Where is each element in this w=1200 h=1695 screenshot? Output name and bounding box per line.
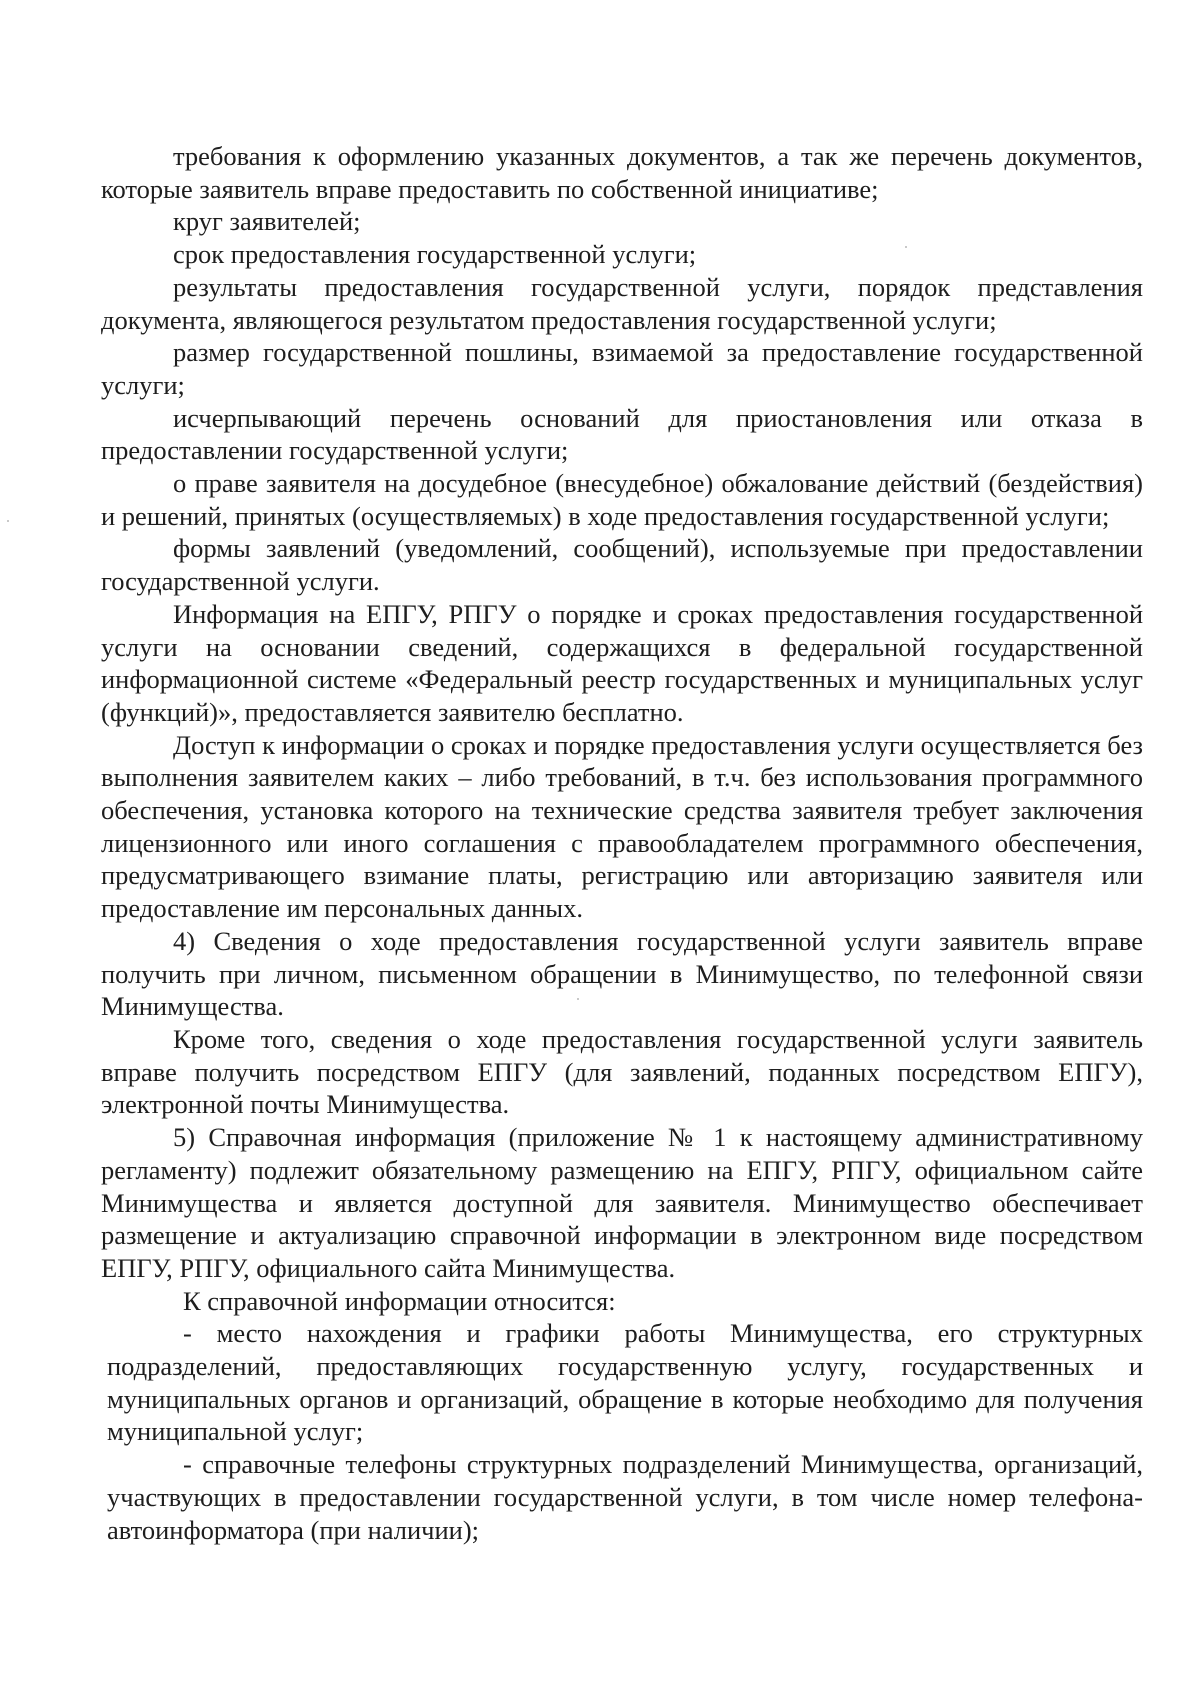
paragraph-refusal-grounds: исчерпывающий перечень оснований для приостановления или отказа в предоставлении государственной услуги; <box>101 402 1143 466</box>
paragraph-appeal-rights: о праве заявителя на досудебное (внесудебное) обжалование действий (бездействия) и решений, принятых (осуществляемых) в ходе предоставления государственной услуги; <box>101 468 1143 531</box>
list-item-reference-phones: - справочные телефоны структурных подразделений Минимущества, организаций, участвующих в предоставлении государственной услуги, в том числе номер телефона-автоинформатора (при наличии); <box>107 1449 1143 1545</box>
paragraph-reference-heading: К справочной информации относится: <box>183 1285 616 1316</box>
paragraph-applicants: круг заявителей; <box>173 206 361 237</box>
scan-speck <box>577 998 579 1000</box>
paragraph-free-information: Информация на ЕПГУ, РПГУ о порядке и сроках предоставления государственной услуги на основании сведений, содержащихся в федеральной государственной информационной системе «Федеральный реестр государственных и муниципальных услуг (функций)», предоставляется заявителю бесплатно. <box>101 598 1143 727</box>
paragraph-state-duty: размер государственной пошлины, взимаемой за предоставление государственной услуги; <box>101 337 1143 400</box>
document-body <box>101 140 1143 1546</box>
paragraph-information-access: Доступ к информации о сроках и порядке предоставления услуги осуществляется без выполнения заявителем каких – либо требований, в т.ч. без использования программного обеспечения, установка которого на технические средства заявителя требует заключения лицензионного или иного соглашения с правообладателем программного обеспечения, предусматривающего взимание платы, регистрацию или авторизацию заявителя или предоставление им персональных данных. <box>101 729 1143 924</box>
paragraph-progress-online: Кроме того, сведения о ходе предоставления государственной услуги заявитель вправе получить посредством ЕПГУ (для заявлений, поданных посредством ЕПГУ), электронной почты Минимущества. <box>101 1023 1143 1120</box>
list-item-locations-schedules: - место нахождения и графики работы Минимущества, его структурных подразделений, предоставляющих государственную услугу, государственных и муниципальных органов и организаций, обращение в которые необходимо для получения муниципальной услуг; <box>107 1318 1143 1447</box>
paragraph-service-term: срок предоставления государственной услуги; <box>173 239 697 270</box>
paragraph-document-requirements: требования к оформлению указанных документов, а так же перечень документов, которые заявитель вправе предоставить по собственной инициативе; <box>101 141 1143 204</box>
scan-speck <box>905 246 907 248</box>
paragraph-service-results: результаты предоставления государственной услуги, порядок представления документа, являющегося результатом предоставления государственной услуги; <box>101 271 1143 335</box>
paragraph-item-5-reference: 5) Справочная информация (приложение № 1 к настоящему административному регламенту) подлежит обязательному размещению на ЕПГУ, РПГУ, официальном сайте Минимущества и является доступной для заявителя. Минимущество обеспечивает размещение и актуализацию справочной информации в электронном виде посредством ЕПГУ, РПГУ, официального сайта Минимущества. <box>101 1122 1143 1283</box>
paragraph-item-4-progress: 4) Сведения о ходе предоставления государственной услуги заявитель вправе получить при личном, письменном обращении в Минимущество, по телефонной связи Минимущества. <box>101 925 1143 1022</box>
scan-speck <box>7 520 9 522</box>
paragraph-application-forms: формы заявлений (уведомлений, сообщений), используемые при предоставлении государственной услуги. <box>101 533 1143 597</box>
